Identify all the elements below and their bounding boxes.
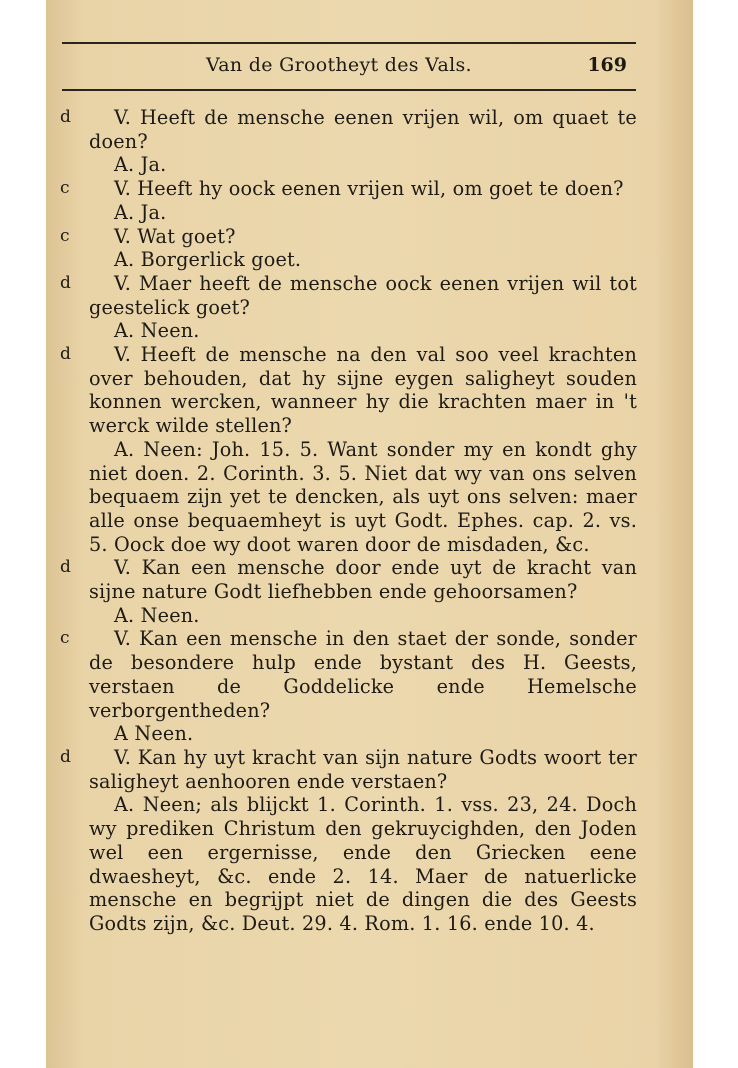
margin-marker: c xyxy=(60,628,70,649)
qa-entry xyxy=(46,225,693,272)
answer: A. Neen. xyxy=(114,603,200,627)
question: V. Heeft de mensche eenen vrijen wil, om quaet te doen? xyxy=(89,106,637,153)
qa-entry xyxy=(46,106,693,177)
margin-marker: d xyxy=(60,107,71,127)
qa-entry xyxy=(46,272,693,343)
question: V. Maer heeft de mensche oock eenen vrijen wil tot geestelick goet? xyxy=(89,271,637,319)
qa-entry xyxy=(46,343,693,556)
answer: A. Neen; als blijckt 1. Corinth. 1. vss. 23, 24. Doch wy prediken Christum den gekruycighden, den Joden wel een ergernisse, ende den Griecken eene dwaesheyt, &c. ende 2. 14. Maer de natuerlicke mensche en begrijpt niet de dingen die des Geests Godts zijn, &c. Deut. 29. 4. Rom. 1. 16. ende 10. 4. xyxy=(89,793,637,935)
answer: A. Ja. xyxy=(114,200,167,224)
page-number: 169 xyxy=(587,54,627,76)
margin-marker: d xyxy=(60,746,71,767)
margin-marker: c xyxy=(60,225,70,246)
header-rule-top xyxy=(62,42,636,44)
question: V. Heeft de mensche na den val soo veel krachten over behouden, dat hy sijne eygen saligheyt souden konnen wercken, wanneer hy die krachten maer in 't werck wilde stellen? xyxy=(89,343,637,438)
running-header xyxy=(46,54,693,80)
question: V. Kan hy uyt kracht van sijn nature Godts woort ter saligheyt aenhooren ende verstaen? xyxy=(89,745,637,793)
answer: A. Ja. xyxy=(114,153,167,177)
margin-marker: d xyxy=(60,557,71,578)
margin-marker: c xyxy=(60,178,70,199)
catechism-text xyxy=(46,106,693,936)
qa-entry xyxy=(46,556,693,627)
header-rule-bottom xyxy=(62,89,636,91)
margin-marker: d xyxy=(60,344,71,365)
margin-marker: d xyxy=(60,272,71,293)
answer: A. Neen. xyxy=(114,319,200,343)
question: V. Heeft hy oock eenen vrijen wil, om goet te doen? xyxy=(114,177,624,201)
answer: A. Neen: Joh. 15. 5. Want sonder my en kondt ghy niet doen. 2. Corinth. 3. 5. Niet dat wy van ons selven bequaem zijn yet te dencken, als uyt ons selven: maer alle onse bequaemheyt is uyt Godt. Ephes. cap. 2. vs. 5. Oock doe wy doot waren door de misdaden, &c. xyxy=(89,437,637,556)
question: V. Kan een mensche door ende uyt de kracht van sijne nature Godt liefhebben ende gehoorsamen? xyxy=(89,556,637,604)
book-page xyxy=(46,0,693,1068)
qa-entry xyxy=(46,177,693,224)
answer: A Neen. xyxy=(114,722,194,746)
qa-entry xyxy=(46,627,693,746)
answer: A. Borgerlick goet. xyxy=(114,248,302,272)
question: V. Kan een mensche in den staet der sonde, sonder de besondere hulp ende bystant des H. Geests, verstaen de Goddelicke ende Hemelsche verborgentheden? xyxy=(89,627,637,722)
qa-entry xyxy=(46,746,693,936)
question: V. Wat goet? xyxy=(114,224,236,248)
running-title: Van de Grootheyt des Vals. xyxy=(206,54,472,76)
